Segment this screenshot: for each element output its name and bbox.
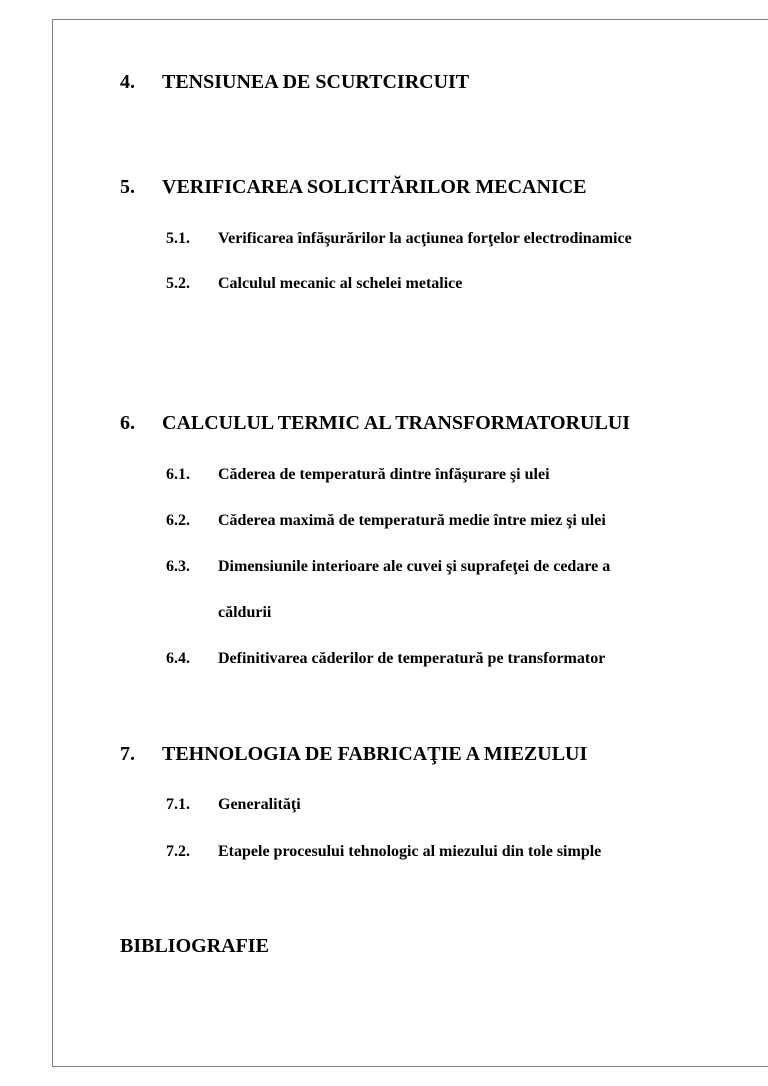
item-title: Căderea maximă de temperatură medie între miez şi ulei — [218, 512, 606, 529]
section-number: 7. — [120, 743, 135, 765]
item-number: 6.1. — [166, 466, 190, 483]
item-number: 7.2. — [166, 843, 190, 860]
item-title-continuation: căldurii — [218, 604, 272, 621]
item-number: 5.2. — [166, 275, 190, 292]
section-title: TEHNOLOGIA DE FABRICAŢIE A MIEZULUI — [162, 743, 588, 765]
item-title: Etapele procesului tehnologic al miezului din tole simple — [218, 843, 602, 860]
section-title: VERIFICAREA SOLICITĂRILOR MECANICE — [162, 176, 587, 198]
section-title: TENSIUNEA DE SCURTCIRCUIT — [162, 71, 470, 93]
item-title: Generalităţi — [218, 796, 301, 813]
section-title: CALCULUL TERMIC AL TRANSFORMATORULUI — [162, 412, 631, 434]
item-number: 7.1. — [166, 796, 190, 813]
section-number: 4. — [120, 71, 135, 93]
item-number: 5.1. — [166, 230, 190, 247]
item-title: Dimensiunile interioare ale cuvei şi suprafeţei de cedare a — [218, 558, 611, 575]
item-title: Definitivarea căderilor de temperatură pe transformator — [218, 650, 606, 667]
toc-bibliography[interactable]: BIBLIOGRAFIE — [120, 935, 269, 957]
item-number: 6.2. — [166, 512, 190, 529]
item-title: Calculul mecanic al schelei metalice — [218, 275, 463, 292]
item-number: 6.3. — [166, 558, 190, 575]
section-number: 6. — [120, 412, 135, 434]
section-number: 5. — [120, 176, 135, 198]
item-title: Căderea de temperatură dintre înfăşurare şi ulei — [218, 466, 550, 483]
item-number: 6.4. — [166, 650, 190, 667]
item-title: Verificarea înfăşurărilor la acţiunea forţelor electrodinamice — [218, 230, 632, 247]
